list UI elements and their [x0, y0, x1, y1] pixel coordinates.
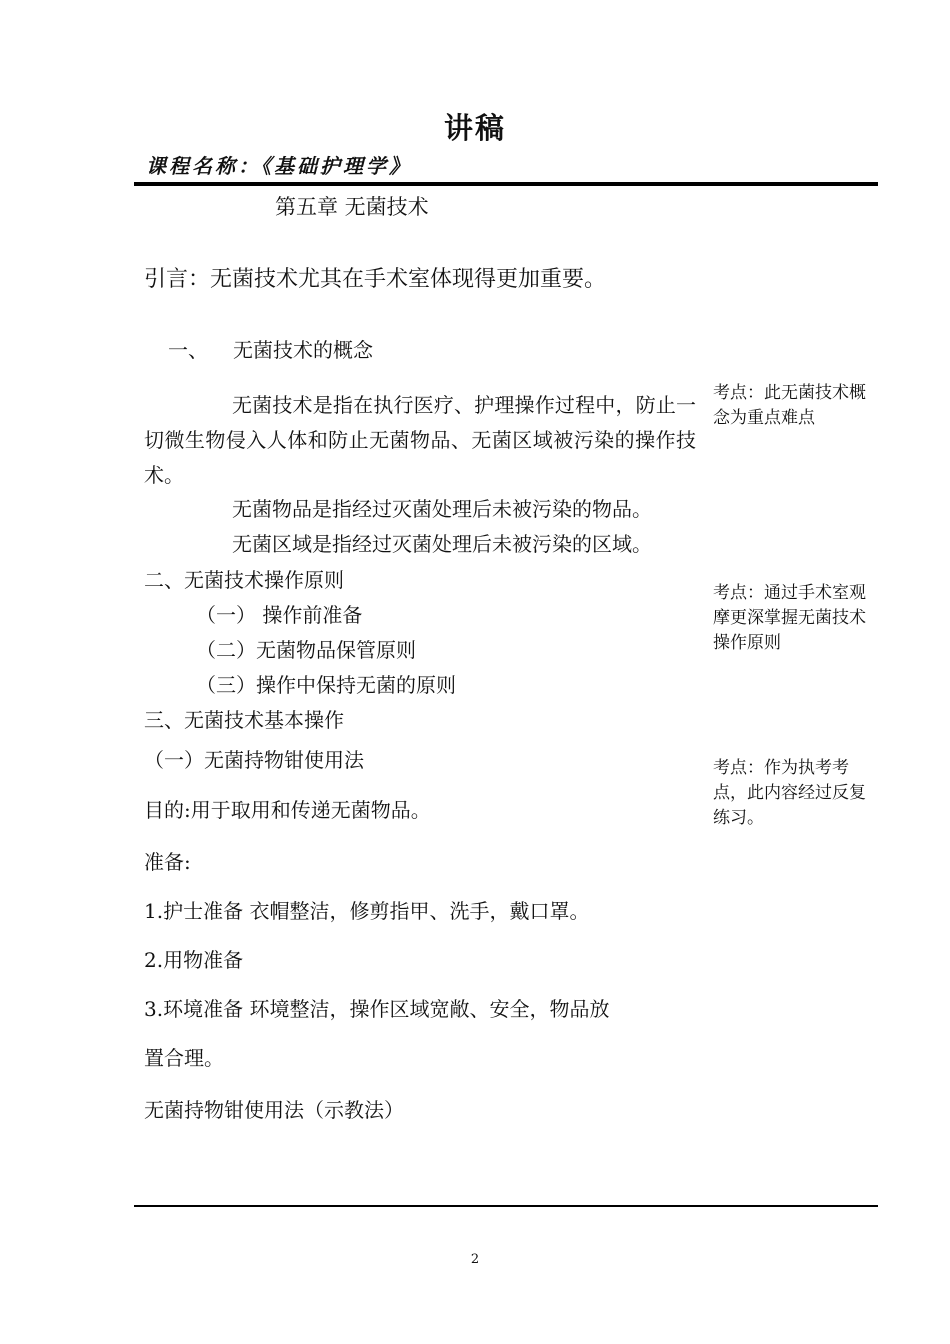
section2-item-1: （一） 操作前准备	[196, 603, 363, 627]
side-note-3: 考点：作为执考考点，此内容经过反复练习。	[713, 758, 866, 828]
course-name: 课程名称：《基础护理学》	[146, 154, 412, 178]
sterile-item-definition: 无菌物品是指经过灭菌处理后未被污染的物品。	[232, 497, 652, 521]
prep-environment: 3.环境准备 环境整洁，操作区域宽敞、安全，物品放	[144, 997, 610, 1021]
section2-item-3: （三）操作中保持无菌的原则	[196, 673, 456, 697]
page-number: 2	[470, 1252, 480, 1267]
side-note-1: 考点：此无菌技术概念为重点难点	[713, 383, 866, 428]
prep-environment-cont: 置合理。	[144, 1046, 224, 1070]
footer-rule	[134, 1205, 878, 1207]
section3-title: 三、无菌技术基本操作	[144, 708, 344, 732]
side-note-2: 考点：通过手术室观摩更深掌握无菌技术操作原则	[713, 583, 866, 653]
prep-label: 准备:	[144, 850, 191, 874]
section1-title: 无菌技术的概念	[233, 338, 373, 362]
prep-nurse: 1.护士准备 衣帽整洁，修剪指甲、洗手，戴口罩。	[144, 899, 590, 923]
section2-item-2: （二）无菌物品保管原则	[196, 638, 416, 662]
chapter-title: 第五章 无菌技术	[275, 195, 429, 219]
section2-title: 二、无菌技术操作原则	[144, 568, 344, 592]
section3-sub1: （一）无菌持物钳使用法	[144, 748, 364, 772]
sterile-area-definition: 无菌区域是指经过灭菌处理后未被污染的区域。	[232, 532, 652, 556]
method-heading: 无菌持物钳使用法（示教法）	[144, 1098, 404, 1122]
section1-number: 一、	[168, 338, 208, 362]
intro-text: 引言：无菌技术尤其在手术室体现得更加重要。	[144, 267, 607, 292]
concept-paragraph: 无菌技术是指在执行医疗、护理操作过程中，防止一切微生物侵入人体和防止无菌物品、无菌区域被污染的操作技术。	[144, 393, 696, 487]
prep-supplies: 2.用物准备	[144, 948, 244, 972]
purpose-text: 目的:用于取用和传递无菌物品。	[144, 798, 431, 822]
header-rule	[134, 182, 878, 186]
lecture-title: 讲稿	[443, 111, 506, 145]
